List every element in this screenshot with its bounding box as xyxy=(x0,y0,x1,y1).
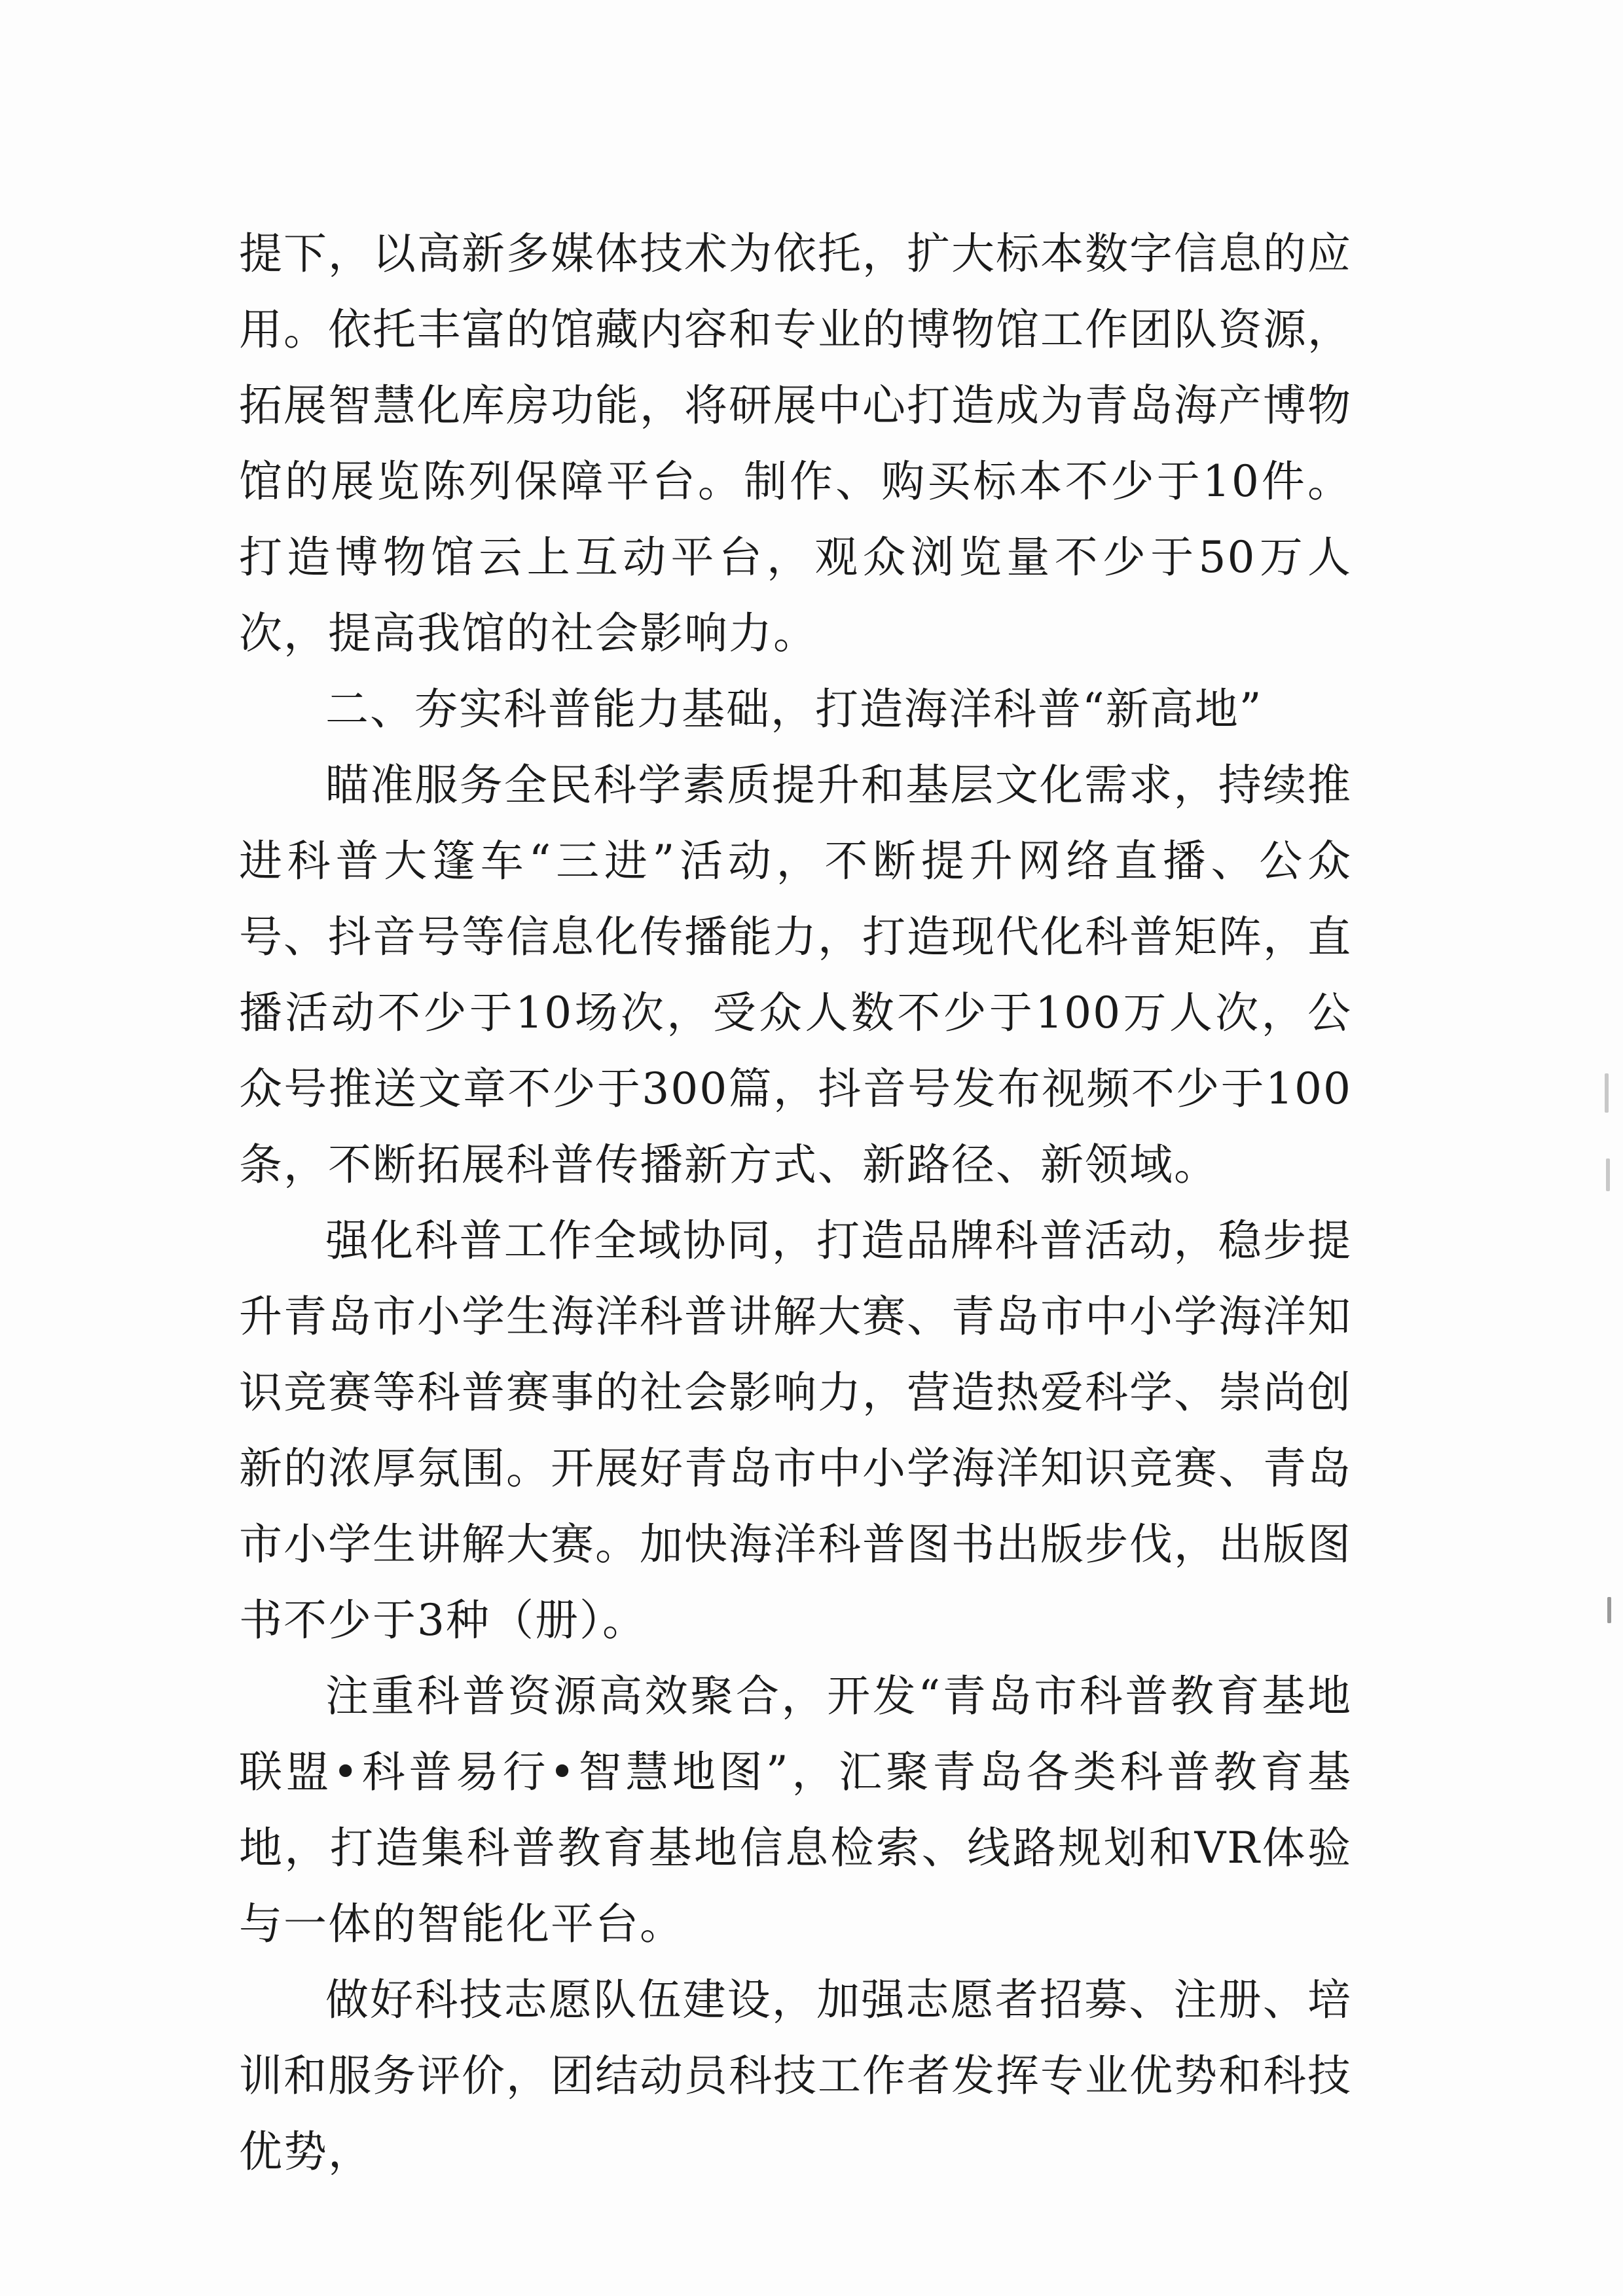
paragraph-volunteers: 做好科技志愿队伍建设，加强志愿者招募、注册、培训和服务评价，团结动员科技工作者发挥专业优势和科技优势， xyxy=(239,1975,1352,2177)
section-heading-2: 二、夯实科普能力基础，打造海洋科普“新高地” xyxy=(325,684,1263,734)
paragraph-resource-map: 注重科普资源高效聚合，开发“青岛市科普教育基地联盟•科普易行•智慧地图”，汇聚青岛各类科普教育基地，打造集科普教育基地信息检索、线路规划和VR体验与一体的智能化平台。 xyxy=(239,1671,1352,1949)
paragraph-brand-activities: 强化科普工作全域协同，打造品牌科普活动，稳步提升青岛市小学生海洋科普讲解大赛、青岛市中小学海洋知识竞赛等科普赛事的社会影响力，营造热爱科学、崇尚创新的浓厚氛围。开展好青岛市中小学海洋知识竞赛、青岛市小学生讲解大赛。加快海洋科普图书出版步伐，出版图书不少于3种（册）。 xyxy=(239,1215,1352,1645)
scan-edge-mark-top xyxy=(1605,1073,1609,1113)
scan-edge-mark-mid xyxy=(1606,1158,1610,1191)
scan-edge-mark-bottom xyxy=(1607,1597,1611,1623)
paragraph-science-outreach: 瞄准服务全民科学素质提升和基层文化需求，持续推进科普大篷车“三进”活动，不断提升网络直播、公众号、抖音号等信息化传播能力，打造现代化科普矩阵，直播活动不少于10场次，受众人数不少于100万人次，公众号推送文章不少于300篇，抖音号发布视频不少于100条，不断拓展科普传播新方式、新路径、新领域。 xyxy=(239,760,1352,1190)
document-body xyxy=(239,216,1352,2190)
paragraph-continuation: 提下，以高新多媒体技术为依托，扩大标本数字信息的应用。依托丰富的馆藏内容和专业的博物馆工作团队资源，拓展智慧化库房功能，将研展中心打造成为青岛海产博物馆的展览陈列保障平台。制作、购买标本不少于10件。打造博物馆云上互动平台，观众浏览量不少于50万人次，提高我馆的社会影响力。 xyxy=(239,228,1352,658)
